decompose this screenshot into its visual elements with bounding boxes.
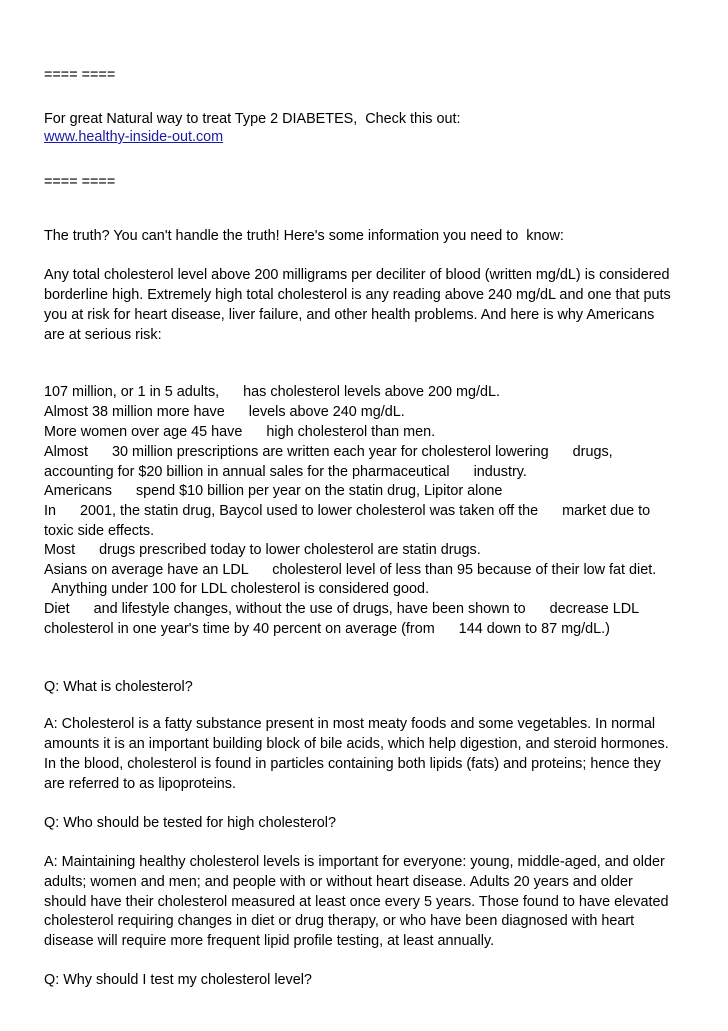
answer-1-line: A: Cholesterol is a fatty substance present in most meaty foods and some vegetables. In normal (44, 716, 656, 732)
para1-line: are at serious risk: (44, 327, 162, 343)
para1-line: you at risk for heart disease, liver failure, and other health problems. And here is why Americans (44, 307, 655, 323)
para1-line: borderline high. Extremely high total cholesterol is any reading above 240 mg/dL and one that puts (44, 287, 671, 303)
answer-1-line: In the blood, cholesterol is found in particles containing both lipids (fats) and proteins; hence they (44, 756, 661, 772)
fact-line: Almost 30 million prescriptions are written each year for cholesterol lowering drugs, (44, 444, 613, 460)
fact-line: Almost 38 million more have levels above 240 mg/dL. (44, 404, 405, 420)
answer-2-line: adults; women and men; and people with or without heart disease. Adults 20 years and older (44, 874, 633, 890)
fact-line: Most drugs prescribed today to lower cholesterol are statin drugs. (44, 542, 481, 558)
fact-line: Anything under 100 for LDL cholesterol is considered good. (44, 581, 430, 597)
answer-2-line: disease will require more frequent lipid profile testing, at least annually. (44, 933, 495, 949)
promo-text: For great Natural way to treat Type 2 DIABETES, Check this out: (44, 111, 461, 127)
fact-line: In 2001, the statin drug, Baycol used to lower cholesterol was taken off the market due to (44, 503, 651, 519)
separator-bottom: ==== ==== (44, 174, 116, 190)
fact-line: cholesterol in one year's time by 40 percent on average (from 144 down to 87 mg/dL.) (44, 621, 610, 637)
answer-2-line: A: Maintaining healthy cholesterol levels is important for everyone: young, middle-aged, and older (44, 854, 665, 870)
fact-line: 107 million, or 1 in 5 adults, has cholesterol levels above 200 mg/dL. (44, 384, 500, 400)
fact-line: More women over age 45 have high cholesterol than men. (44, 424, 436, 440)
fact-line: accounting for $20 billion in annual sales for the pharmaceutical industry. (44, 464, 527, 480)
fact-line: Diet and lifestyle changes, without the use of drugs, have been shown to decrease LDL (44, 601, 640, 617)
para1-line: Any total cholesterol level above 200 milligrams per deciliter of blood (written mg/dL) is considered (44, 267, 670, 283)
promo-link[interactable]: www.healthy-inside-out.com (44, 129, 224, 145)
answer-1-line: are referred to as lipoproteins. (44, 776, 236, 792)
question-3: Q: Why should I test my cholesterol level? (44, 972, 312, 988)
fact-line: Americans spend $10 billion per year on the statin drug, Lipitor alone (44, 483, 503, 499)
answer-1-line: amounts it is an important building block of bile acids, which help digestion, and steroid hormones. (44, 736, 669, 752)
answer-2-line: should have their cholesterol measured at least once every 5 years. Those found to have elevated (44, 894, 669, 910)
intro-text: The truth? You can't handle the truth! Here's some information you need to know: (44, 228, 564, 244)
question-2: Q: Who should be tested for high cholesterol? (44, 815, 336, 831)
fact-line: toxic side effects. (44, 523, 155, 539)
question-1: Q: What is cholesterol? (44, 679, 193, 695)
fact-line: Asians on average have an LDL cholesterol level of less than 95 because of their low fat diet. (44, 562, 657, 578)
answer-2-line: cholesterol requiring changes in diet or drug therapy, or who have been diagnosed with heart (44, 913, 635, 929)
separator-top: ==== ==== (44, 67, 116, 83)
